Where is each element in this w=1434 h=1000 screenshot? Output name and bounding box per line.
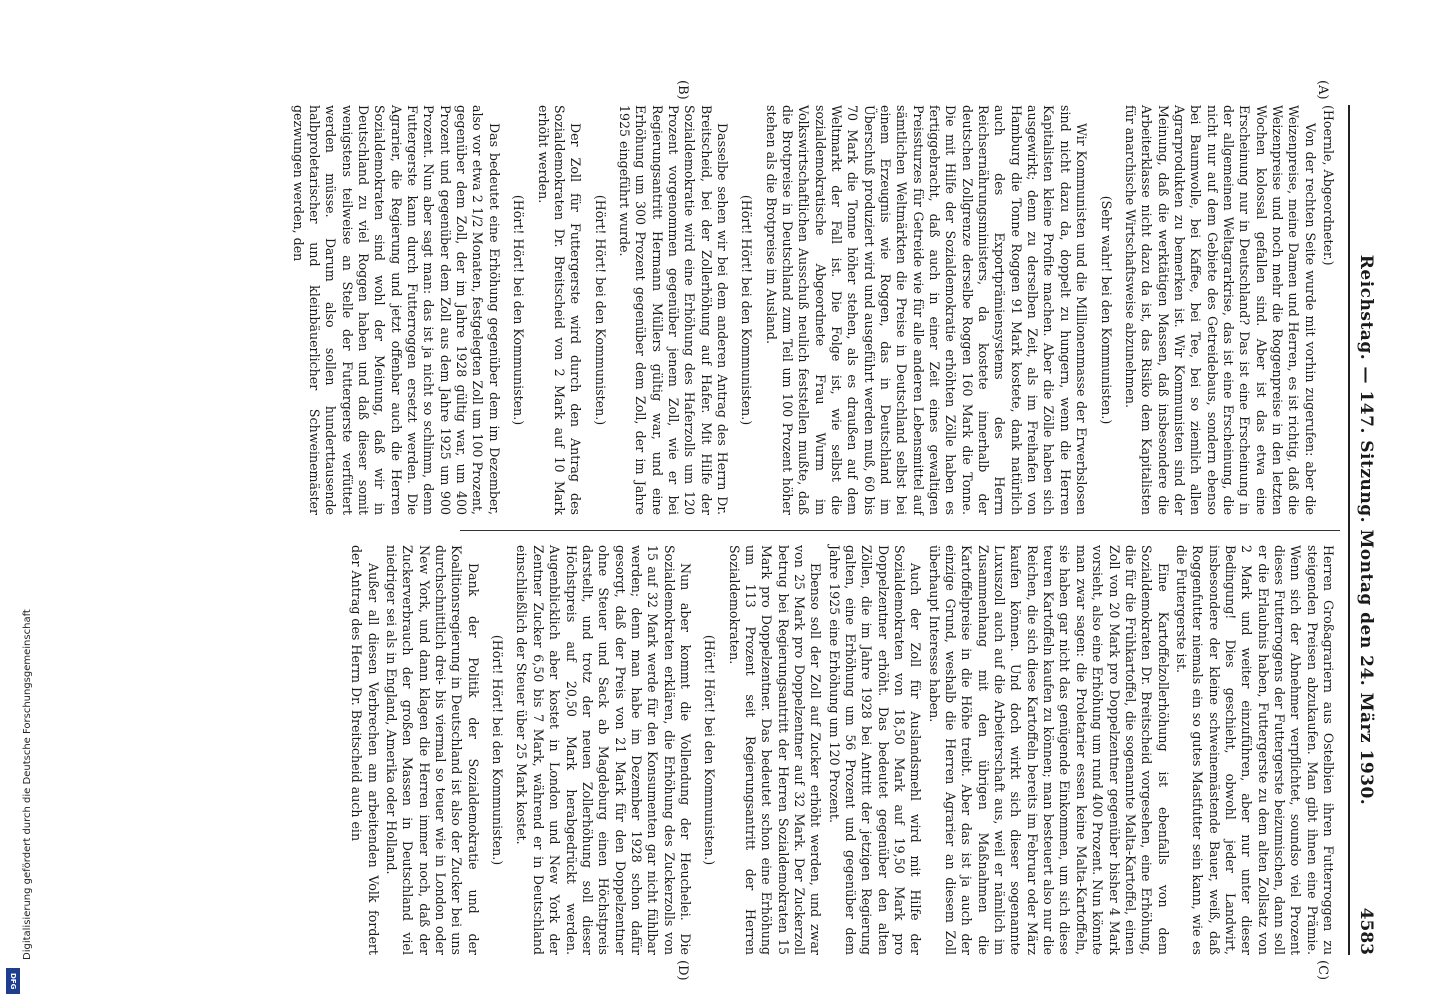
paragraph: Das bedeutet eine Erhöhung gegenüber dem im Dezember, also vor etwa 2 1/2 Monaten, festgelegten Zoll um 100 Prozent, gegenüber dem Zoll, der im Jahre 1928 gültig war, um 400 Prozent und gegenüber dem Zoll aus dem Jahre 1925 um 900 Prozent. Nun aber sagt man: das ist ja nicht so schlimm, denn Futtergerste kann durch Futterroggen ersetzt werden. Die Agrarier, die Regierung und jetzt offenbar auch die Herren Sozialdemokraten sind wohl der Meinung, daß wir in Deutschland zu viel Roggen haben und daß dieser somit wenigstens teilweise an Stelle der Futtergerste verfüttert werden müsse. Darum also sollen hunderttausende halbproletarischer und kleinbäuerlicher Schweinemäster gezwungen werden, den: [290, 105, 502, 515]
digitization-text: Digitalisierung gefördert durch die Deutsche Forschungsgemeinschaft: [22, 609, 33, 960]
header-title: Reichstag. — 147. Sitzung. Montag den 24. März 1930.: [1356, 254, 1376, 806]
paragraph: Ebenso soll der Zoll auf Zucker erhöht werden, und zwar von 25 Mark pro Doppelzentner auf 32 Mark. Der Zuckerzoll betrug bei Regierungsantritt der Herren Sozialdemokraten 15 Mark pro Doppelzentner. Das bedeutet schon eine Erhöhung um 113 Prozent seit Regierungsantritt der Herren Sozialdemokraten.: [726, 545, 824, 955]
interjection: (Hört! Hört! bei den Kommunisten.): [739, 194, 755, 426]
paragraph: Eine Kartoffelzollerhöhung ist ebenfalls von dem Sozialdemokraten Dr. Breitscheid vorgesehen, eine Erhöhung, die für die Frühkartoffel, die sogenannte Malta-Kartoffel, einen Zoll von 20 Mark pro Doppelzentner gegenüber bisher 4 Mark vorsieht, also eine Erhöhung um rund 400 Prozent. Nun könnte man zwar sagen: die Proletarier essen keine Malta-Kartoffeln, sie haben gar nicht das genügende Einkommen, um sich diese teuren Kartoffeln kaufen zu können; man besteuert also nur die Reichen, die sich diese Kartoffeln bereits im Februar oder März kaufen können. Und doch wirkt sich dieser sogenannte Luxuszoll auch auf die Arbeiterschaft aus, weil er nämlich im Zusammenhang mit den übrigen Maßnahmen die Kartoffelpreise in die Höhe treibt. Aber das ist ja auch der einzige Grund, weshalb die Herren Agrarier an diesem Zoll überhaupt Interesse haben.: [926, 545, 1171, 955]
margin-letter-d: (D): [675, 960, 690, 981]
paragraph: Nun aber kommt die Vollendung der Heuchelei. Die Sozialdemokraten erklären, die Erhöhung des Zuckerzolls von 15 auf 32 Mark werde für den Konsumenten gar nicht fühlbar werden; denn man habe im Dezember 1928 schon dafür gesorgt, daß der Preis von 21 Mark für den Doppelzentner ohne Steuer und Sack ab Magdeburg einen Höchstpreis darstellt, und trotz der neuen Zollerhöhung soll dieser Höchstpreis auf 20,50 Mark herabgedrückt werden. Augenblicklich aber kostet in London und New York der Zentner Zucker 6,50 bis 7 Mark, während er in Deutschland einschließlich der Steuer über 25 Mark kostet.: [514, 545, 693, 955]
interjection: (Hört! Hört! bei den Kommunisten.): [592, 194, 608, 426]
column-divider: [460, 530, 1340, 531]
paragraph: Herren Großagrariern aus Ostelbien ihren Futterroggen zu steigenden Preisen abzukaufen. Man gibt ihnen eine Prämie. Wenn sich der Abnehmer verpflichtet, soundso viel Prozent dieses Futterroggens der Futtergerste beizumischen, dann soll er die Erlaubnis haben, Futtergerste zu dem alten Zollsatz von 2 Mark und weiter einzuführen, aber nur unter dieser Bedingung! Dies geschieht, obwohl jeder Landwirt, insbesondere der kleine schweinemästende Bauer, weiß, daß Roggenfutter niemals ein so gutes Mastfutter sein kann, wie es die Futtergerste ist.: [1173, 545, 1336, 955]
margin-letter-a: (A): [1315, 80, 1330, 100]
paragraph: Wir Kommunisten und die Millionenmasse der Erwerbslosen sind nicht dazu da, doppelt zu hungern, wenn die Herren Kapitalisten kleine Profite machen. Aber die Zölle haben sich ausgewirkt; denn zu derselben Zeit, als im Freihafen von Hamburg die Tonne Roggen 91 Mark kostete, dank natürlich auch des Exportprämiensystems des Herrn Reichsernährungsministers, da kostete innerhalb der deutschen Zollgrenze derselbe Roggen 160 Mark die Tonne. Die mit Hilfe der Sozialdemokratie erhöhten Zölle haben es fertiggebracht, daß auch in einer Zeit eines gewaltigen Preissturzes für Getreide wie für alle anderen Lebensmittel auf sämtlichen Weltmärkten die Preise in Deutschland selbst bei einem Erzeugnis wie Roggen, das in Deutschland im Überschuß produziert wird und ausgeführt werden muß, 60 bis 70 Mark die Tonne höher stehen, als es draußen auf dem Weltmarkt der Fall ist. Die Folge ist, wie selbst die sozialdemokratische Abgeordnete Frau Wurm im Volkswirtschaftlichen Ausschuß neulich feststellen mußte, daß die Brotpreise in Deutschland zum Teil um 100 Prozent höher stehen als die Brotpreise im Ausland.: [763, 105, 1090, 515]
left-column: [287, 105, 1336, 515]
paragraph: Auch der Zoll für Auslandsmehl wird mit Hilfe der Sozialdemokraten von 18,50 Mark auf 19,50 Mark pro Doppelzentner erhöht. Das bedeutet gegenüber den alten Zöllen, die im Jahre 1928 bei Antritt der jetzigen Regierung galten, eine Erhöhung um 56 Prozent und gegenüber dem Jahre 1925 eine Erhöhung um 120 Prozent.: [826, 545, 924, 955]
paragraph: Der Zoll für Futtergerste wird durch den Antrag des Sozialdemokraten Dr. Breitscheid von 2 Mark auf 10 Mark erhöht werden.: [535, 105, 584, 515]
paragraph: Von der rechten Seite wurde mit vorhin zugerufen: aber die Weizenpreise, meine Damen und Herren, es ist richtig, daß die Weizenpreise und noch mehr die Roggenpreise in den letzten Wochen kolossal gefallen sind. Aber ist das etwa eine Erscheinung nur in Deutschland? Das ist eine Erscheinung in der allgemeinen Weltagrarkrise, das ist eine Erscheinung, die nicht nur auf dem Gebiete des Getreidebaus, sondern ebenso bei Baumwolle, bei Kaffee, bei Tee, bei so ziemlich allen Agrarprodukten zu bemerken ist. Wir Kommunisten sind der Meinung, daß die werktätigen Massen, daß insbesondere die Arbeiterklasse nicht dazu da ist, das Risiko dem Kapitalisten für anarchische Wirtschaftsweise abzunehmen.: [1122, 105, 1318, 515]
page-header: [1348, 105, 1380, 955]
margin-letter-b: (B): [675, 80, 690, 100]
dfg-logo: DFG: [6, 968, 20, 994]
digitization-note: [0, 0, 33, 1000]
interjection: (Hört! Hört! bei den Kommunisten.): [511, 194, 527, 426]
interjection: (Sehr wahr! bei den Kommunisten.): [1098, 195, 1114, 425]
interjection: (Hört! Hört! bei den Kommunisten.): [702, 634, 718, 866]
margin-letter-c: (C): [1315, 960, 1330, 981]
paragraph: Dasselbe sehen wir bei dem anderen Antrag des Herrn Dr. Breitscheid, bei der Zollerhöhung auf Hafer. Mit Hilfe der Sozialdemokratie wird eine Erhöhung des Haferzolls um 120 Prozent vorgenommen gegenüber jenem Zoll, wie er bei Regierungsantritt Hermann Müllers gültig war, und eine Erhöhung um 300 Prozent gegenüber dem Zoll, der im Jahre 1925 eingeführt wurde.: [616, 105, 730, 515]
paragraph: (Hoernle, Abgeordneter.): [1321, 105, 1336, 266]
interjection: (Hört! Hört! bei den Kommunisten.): [490, 634, 506, 866]
page-number: 4583: [1356, 907, 1376, 955]
paragraph: Außer all diesen Verbrechen am arbeitenden Volk fordert der Antrag des Herrn Dr. Breitscheid auch ein: [349, 545, 381, 955]
right-column: [346, 545, 1336, 955]
paragraph: Dank der Politik der Sozialdemokratie und der Koalitionsregierung in Deutschland ist also der Zucker bei uns durchschnittlich drei- bis viermal so teuer wie in London oder New York, und dann klagen die Herren immer noch, daß der Zuckerverbrauch der großen Massen in Deutschland viel niedriger sei als in England, Amerika oder Holland.: [384, 545, 481, 955]
